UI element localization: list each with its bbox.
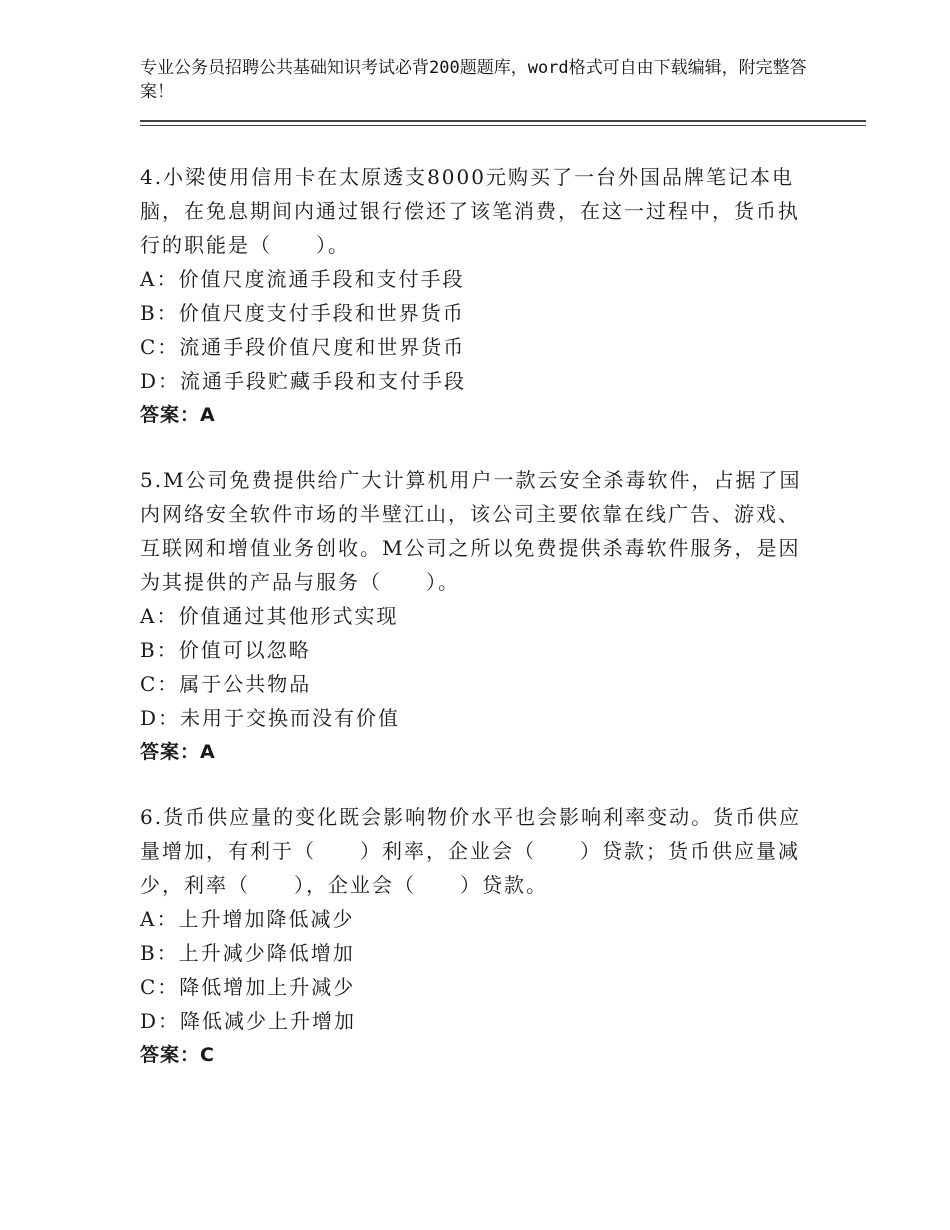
question-6 [140, 800, 820, 1072]
option-d: D：未用于交换而没有价值 [140, 706, 401, 730]
answer-line: 答案：A [140, 741, 216, 763]
header-divider-thin [140, 125, 866, 126]
answer-line: 答案：A [140, 404, 216, 426]
document-header [140, 56, 840, 104]
answer-line: 答案：C [140, 1044, 215, 1066]
option-d: D：流通手段贮藏手段和支付手段 [140, 369, 467, 393]
option-a: A：价值尺度流通手段和支付手段 [140, 267, 465, 291]
question-stem: 6.货币供应量的变化既会影响物价水平也会影响利率变动。货币供应量增加，有利于（ ）利率，企业会（ ）贷款；货币供应量减少，利率（ ），企业会（ ）贷款。 [140, 805, 802, 897]
option-c: C：属于公共物品 [140, 672, 312, 696]
option-c: C：流通手段价值尺度和世界货币 [140, 335, 466, 359]
option-c: C：降低增加上升减少 [140, 975, 356, 999]
option-b: B：价值可以忽略 [140, 638, 311, 662]
header-text: 专业公务员招聘公共基础知识考试必背200题题库，word格式可自由下载编辑，附完整答案！ [140, 58, 807, 102]
option-d: D：降低减少上升增加 [140, 1009, 357, 1033]
option-b: B：上升减少降低增加 [140, 941, 355, 965]
option-a: A：价值通过其他形式实现 [140, 604, 399, 628]
header-divider-thick [140, 120, 866, 122]
question-stem: 4.小梁使用信用卡在太原透支8000元购买了一台外国品牌笔记本电脑，在免息期间内通过银行偿还了该笔消费，在这一过程中，货币执行的职能是（ ）。 [140, 165, 800, 257]
question-4 [140, 160, 820, 432]
question-5 [140, 463, 820, 769]
option-a: A：上升增加降低减少 [140, 907, 355, 931]
question-stem: 5.M公司免费提供给广大计算机用户一款云安全杀毒软件，占据了国内网络安全软件市场的半壁江山，该公司主要依靠在线广告、游戏、互联网和增值业务创收。M公司之所以免费提供杀毒软件服务，是因为其提供的产品与服务（ ）。 [140, 468, 802, 594]
question-list [140, 160, 820, 1103]
option-b: B：价值尺度支付手段和世界货币 [140, 301, 465, 325]
